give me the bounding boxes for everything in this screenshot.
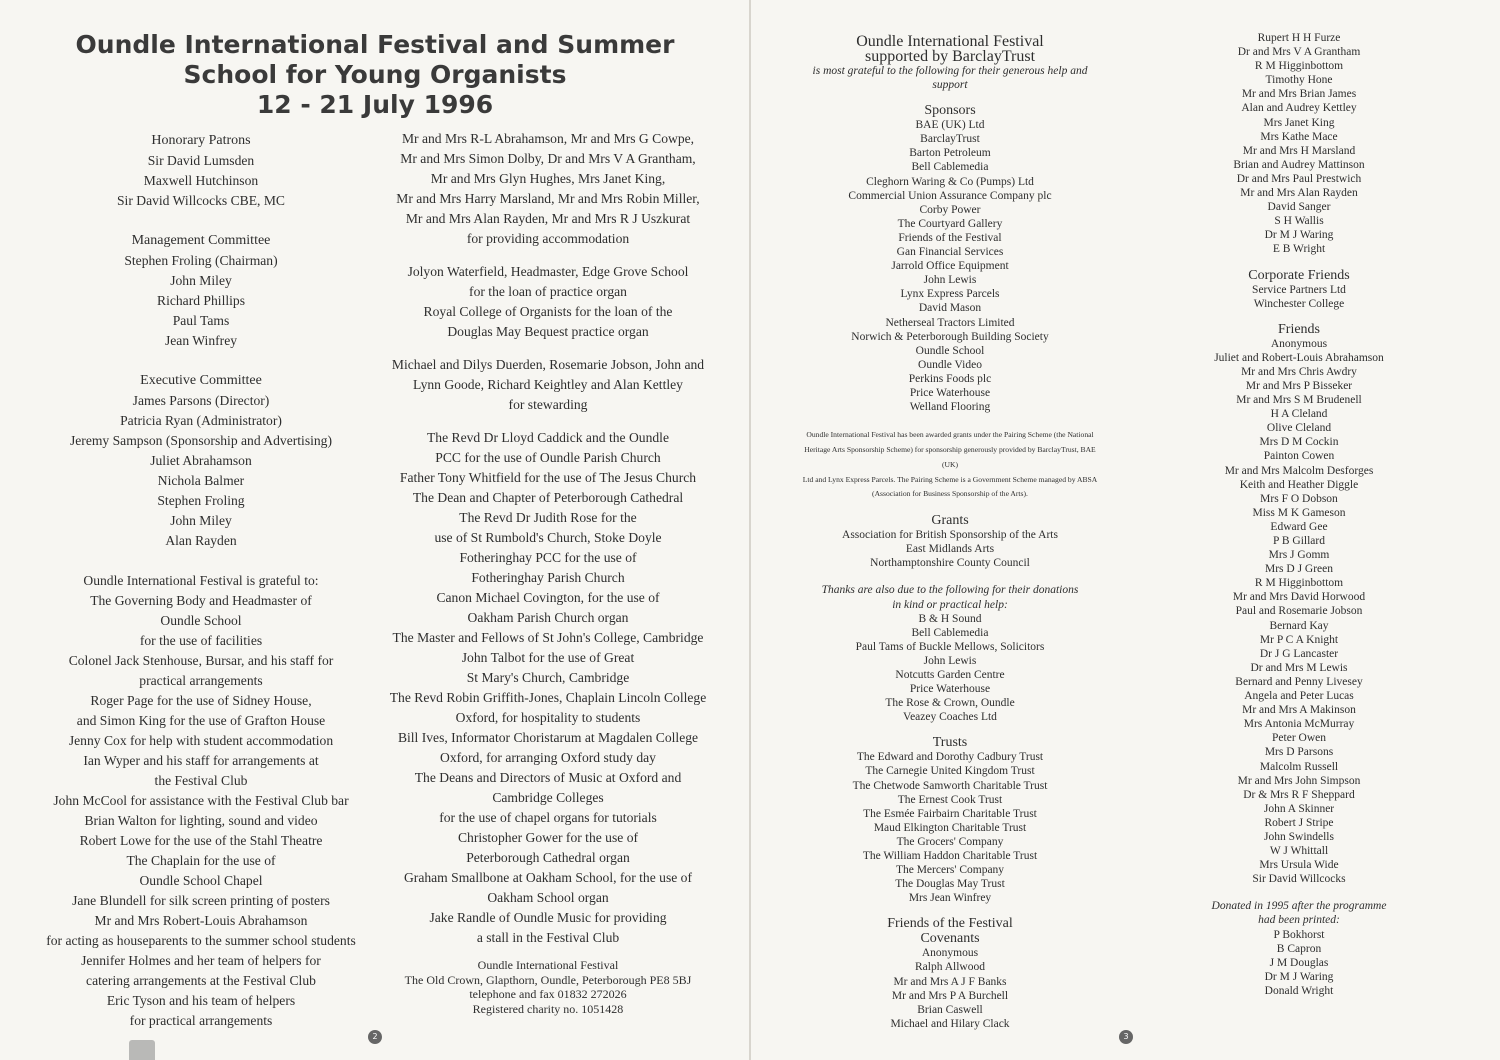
text-line: Stephen Froling (Chairman) (124, 253, 278, 268)
supporters-subtitle (791, 64, 1109, 92)
section-heading: Grants (931, 513, 969, 529)
text-line: David Mason (918, 302, 982, 315)
text-line: Mr and Mrs P A Burchell (891, 989, 1009, 1002)
text-line: Mrs D J Green (1264, 563, 1334, 576)
text-line: Christopher Gower for the use of (457, 830, 639, 845)
text-line: Mr and Mrs Chris Awdry (1241, 365, 1357, 378)
text-line: Mr and Mrs Malcolm Desforges (1224, 464, 1374, 477)
text-line: Oxford, for hospitality to students (455, 710, 641, 725)
right-column-2 (1189, 31, 1409, 998)
text-line: Mr and Mrs Glyn Hughes, Mrs Janet King, (430, 171, 666, 186)
text-line: Keith and Heather Diggle (1239, 478, 1359, 491)
section-heading: Friends (1278, 321, 1320, 337)
text-line: Dr and Mrs M Lewis (1250, 661, 1348, 674)
text-line: Sir David Lumsden (147, 153, 255, 168)
text-line: Painton Cowen (1263, 450, 1335, 463)
text-line: P B Gillard (1273, 535, 1325, 547)
festival-title (30, 30, 720, 120)
text-line: J M Douglas (1269, 956, 1329, 969)
text-line: Notcutts Garden Centre (895, 668, 1005, 681)
text-line: Heritage Arts Sponsorship Scheme) for sponsorship generously provided by BarclayTrust, BAE (UK) (804, 444, 1096, 469)
text-line: Thanks are also due to the following for their donations (821, 584, 1079, 597)
text-line: Mr and Mrs Simon Dolby, Dr and Mrs V A Grantham, (400, 151, 696, 166)
text-line: Mr and Mrs Brian James (1241, 88, 1357, 101)
text-line: Angela and Peter Lucas (1244, 690, 1354, 703)
text-line: The Dean and Chapter of Peterborough Cathedral (412, 490, 684, 505)
text-line: Mrs Ursula Wide (1259, 859, 1339, 872)
executive-committee-section (22, 371, 380, 551)
text-line: Mrs Kathe Mace (1260, 130, 1338, 143)
text-line: Mrs F O Dobson (1260, 492, 1338, 505)
stewarding-group (378, 355, 718, 415)
text-line: Mr P C A Knight (1259, 633, 1339, 646)
text-line: Mr and Mrs Alan Rayden, Mr and Mrs R J Uszkurat (405, 211, 691, 226)
text-line: Dr M J Waring (1264, 229, 1334, 242)
festival-address (378, 958, 718, 1016)
text-line: Oundle School (915, 344, 985, 357)
text-line: Robert J Stripe (1264, 816, 1334, 829)
text-line: The Revd Robin Griffith-Jones, Chaplain Lincoln College (389, 690, 707, 705)
management-committee-section (22, 231, 380, 351)
text-line: use of St Rumbold's Church, Stoke Doyle (434, 530, 662, 545)
text-line: Cleghorn Waring & Co (Pumps) Ltd (866, 175, 1034, 188)
text-line: Mr and Mrs A Makinson (1242, 704, 1356, 717)
text-line: a stall in the Festival Club (476, 930, 620, 945)
text-line: practical arrangements (139, 673, 263, 688)
text-line: for stewarding (508, 397, 588, 412)
text-line: Jenny Cox for help with student accommodation (68, 733, 334, 748)
text-line: (Association for Business Sponsorship of the Arts). (872, 489, 1028, 499)
text-line: Richard Phillips (157, 293, 245, 308)
text-line: Alan Rayden (165, 533, 237, 548)
text-line: Perkins Foods plc (908, 372, 992, 385)
friends-list (1189, 337, 1409, 887)
text-line: John A Skinner (1263, 802, 1335, 815)
text-line: Mr and Mrs A J F Banks (893, 975, 1007, 988)
text-line: David Sanger (1267, 201, 1331, 214)
text-line: Registered charity no. 1051428 (472, 1001, 624, 1016)
text-line: Anonymous (1270, 337, 1328, 350)
text-line: Jarrold Office Equipment (891, 260, 1009, 273)
text-line: Price Waterhouse (909, 386, 991, 399)
text-line: Oundle School (160, 613, 242, 628)
text-line: Mr and Mrs H Marsland (1242, 144, 1356, 157)
donations-list (791, 612, 1109, 725)
text-line: Malcolm Russell (1259, 760, 1339, 773)
text-line: B Capron (1276, 942, 1322, 955)
text-line: for providing accommodation (466, 231, 630, 246)
text-line: The Rose & Crown, Oundle (885, 697, 1015, 710)
text-line: catering arrangements at the Festival Club (86, 973, 316, 988)
text-line: Bernard and Penny Livesey (1235, 675, 1363, 688)
text-line: The Chetwode Samworth Charitable Trust (852, 779, 1048, 792)
text-line: Mr and Mrs Robert-Louis Abrahamson (94, 913, 308, 928)
covenants-continued-list (1189, 31, 1409, 257)
text-line: Eric Tyson and his team of helpers (106, 993, 296, 1008)
text-line: Miss M K Gameson (1252, 506, 1346, 519)
section-heading: Executive Committee (140, 373, 262, 388)
text-line: Paul Tams (172, 313, 230, 328)
accommodation-group (378, 129, 718, 249)
honorary-patrons-section (22, 131, 380, 211)
text-line: Juliet Abrahamson (150, 453, 252, 468)
text-line: Stephen Froling (157, 493, 245, 508)
text-line: Brian Caswell (917, 1003, 983, 1016)
text-line: John Miley (170, 513, 232, 528)
text-line: Peter Owen (1272, 732, 1326, 745)
text-line: Mr and Mrs John Simpson (1237, 774, 1361, 787)
text-line: The Master and Fellows of St John's College, Cambridge (392, 630, 704, 645)
text-line: Alan and Audrey Kettley (1241, 102, 1357, 115)
text-line: Canon Michael Covington, for the use of (436, 590, 660, 605)
sponsors-list (791, 118, 1109, 414)
text-line: Graham Smallbone at Oakham School, for the use of (403, 870, 693, 885)
text-line: The Esmée Fairbairn Charitable Trust (863, 807, 1037, 820)
text-line: for acting as houseparents to the summer school students (46, 933, 356, 948)
pairing-scheme-note (797, 428, 1103, 502)
text-line: Michael and Hilary Clack (890, 1017, 1010, 1030)
text-line: John Lewis (923, 654, 977, 667)
text-line: Norwich & Peterborough Building Society (851, 330, 1049, 343)
text-line: Patricia Ryan (Administrator) (120, 413, 282, 428)
text-line: John Lewis (923, 274, 977, 287)
grateful-section (22, 571, 380, 1031)
text-line: John McCool for assistance with the Festival Club bar (53, 793, 349, 808)
text-line: Gan Financial Services (896, 246, 1004, 259)
text-line: The Deans and Directors of Music at Oxford and (414, 770, 682, 785)
text-line: Lynx Express Parcels (900, 288, 1000, 301)
text-line: Jennifer Holmes and her team of helpers for (81, 953, 321, 968)
text-line: James Parsons (Director) (132, 393, 270, 408)
text-line: Jeremy Sampson (Sponsorship and Advertising) (69, 433, 333, 448)
text-line: Donated in 1995 after the programme (1211, 900, 1387, 913)
text-line: Jane Blundell for silk screen printing of posters (72, 893, 330, 908)
text-line: Service Partners Ltd (1252, 283, 1346, 296)
text-line: Sir David Willcocks (1252, 873, 1346, 886)
text-line: Bell Cablemedia (911, 161, 989, 174)
section-heading: Trusts (932, 735, 968, 751)
text-line: Rupert H H Furze (1257, 32, 1341, 44)
text-line: Donald Wright (1264, 984, 1334, 997)
text-line: Mrs Antonia McMurray (1243, 718, 1355, 731)
text-line: Dr M J Waring (1264, 970, 1334, 983)
text-line: H A Cleland (1270, 408, 1328, 421)
text-line: Edward Gee (1270, 520, 1328, 533)
text-line: Oxford, for arranging Oxford study day (440, 750, 656, 765)
text-line: The Courtyard Gallery (897, 217, 1003, 230)
left-column-2 (378, 129, 718, 1016)
text-line: R M Higginbottom (1254, 577, 1344, 590)
donated-list (1189, 928, 1409, 998)
covenants-list (791, 946, 1109, 1031)
text-line: Mrs D M Cockin (1259, 436, 1339, 449)
corporate-friends-list (1189, 283, 1409, 311)
text-line: 12 - 21 July 1996 (256, 90, 494, 119)
section-heading: Sponsors (924, 103, 976, 119)
text-line: Anonymous (921, 947, 979, 960)
text-line: Ltd and Lynx Express Parcels. The Pairing Scheme is a Government Scheme managed by ABSA (802, 474, 1098, 484)
text-line: for the loan of practice organ (469, 284, 627, 299)
text-line: Winchester College (1253, 297, 1345, 310)
left-page (0, 0, 749, 1060)
text-line: Oundle Video (918, 358, 982, 371)
text-line: Mr and Mrs David Horwood (1232, 591, 1366, 604)
text-line: East Midlands Arts (905, 543, 995, 556)
page-number-badge: 3 (1119, 1030, 1133, 1044)
text-line: E B Wright (1272, 243, 1326, 256)
text-line: Mrs D Parsons (1264, 746, 1334, 759)
text-line: Fotheringhay PCC for the use of (459, 550, 637, 565)
text-line: Jean Winfrey (164, 333, 238, 348)
text-line: Sir David Willcocks CBE, MC (117, 193, 285, 208)
trusts-list (791, 750, 1109, 905)
page-number-badge: 2 (368, 1030, 382, 1044)
text-line: and Simon King for the use of Grafton House (76, 713, 326, 728)
text-line: P Bokhorst (1273, 928, 1325, 941)
text-line: for practical arrangements (129, 1013, 273, 1028)
text-line: Dr & Mrs R F Sheppard (1243, 788, 1355, 801)
text-line: The Mercers' Company (895, 864, 1005, 877)
text-line: Oakham Parish Church organ (467, 610, 629, 625)
text-line: The Douglas May Trust (895, 878, 1005, 891)
text-line: PCC for the use of Oundle Parish Church (435, 450, 661, 465)
left-column-1 (22, 131, 380, 1031)
text-line: The Governing Body and Headmaster of (90, 593, 312, 608)
section-heading: Corporate Friends (1248, 267, 1350, 283)
text-line: John Miley (170, 273, 232, 288)
text-line: Price Waterhouse (909, 683, 991, 696)
text-line: Mr and Mrs S M Brudenell (1236, 394, 1362, 407)
text-line: The Carnegie United Kingdom Trust (865, 765, 1035, 778)
supporters-title (791, 34, 1109, 64)
text-line: Association for British Sponsorship of the Arts (842, 529, 1058, 542)
text-line: Brian Walton for lighting, sound and video (84, 813, 318, 828)
text-line: Dr and Mrs Paul Prestwich (1236, 172, 1362, 185)
text-line: Lynn Goode, Richard Keightley and Alan Kettley (413, 377, 683, 392)
text-line: School for Young Organists (183, 60, 567, 89)
text-line: Netherseal Tractors Limited (885, 316, 1015, 329)
text-line: Oundle International Festival is grateful to: (83, 573, 319, 588)
text-line: W J Whittall (1269, 845, 1329, 858)
donations-heading (791, 583, 1109, 611)
text-line: Peterborough Cathedral organ (466, 850, 630, 865)
text-line: S H Wallis (1274, 215, 1324, 228)
text-line: BAE (UK) Ltd (915, 119, 985, 132)
text-line: Jake Randle of Oundle Music for providing (429, 910, 667, 925)
right-page (751, 0, 1500, 1060)
text-line: in kind or practical help: (892, 598, 1008, 611)
donated-heading (1189, 899, 1409, 927)
text-line: The Ernest Cook Trust (897, 793, 1003, 806)
text-line: Paul and Rosemarie Jobson (1235, 605, 1363, 618)
text-line: Michael and Dilys Duerden, Rosemarie Jobson, John and (391, 357, 705, 372)
text-line: B & H Sound (918, 612, 982, 625)
right-column-1 (791, 34, 1109, 1031)
text-line: the Festival Club (154, 773, 248, 788)
text-line: St Mary's Church, Cambridge (466, 670, 630, 685)
text-line: Oundle International Festival (856, 33, 1044, 50)
text-line: for the use of facilities (139, 633, 263, 648)
text-line: Welland Flooring (909, 401, 991, 414)
text-line: BarclayTrust (920, 133, 980, 146)
text-line: Father Tony Whitfield for the use of The Jesus Church (399, 470, 697, 485)
text-line: Ian Wyper and his staff for arrangements at (83, 753, 319, 768)
text-line: Olive Cleland (1266, 422, 1332, 435)
text-line: Mr and Mrs R-L Abrahamson, Mr and Mrs G Cowpe, (401, 131, 695, 146)
section-heading: Honorary Patrons (151, 133, 251, 148)
text-line: Commercial Union Assurance Company plc (848, 189, 1052, 202)
text-line: Maud Elkington Charitable Trust (873, 821, 1027, 834)
text-line: Oundle School Chapel (139, 873, 263, 888)
venues-group (378, 428, 718, 948)
text-line: Mr and Mrs P Bisseker (1245, 379, 1353, 392)
text-line: The Revd Dr Lloyd Caddick and the Oundle (427, 430, 669, 445)
text-line: Oakham School organ (487, 890, 609, 905)
text-line: Brian and Audrey Mattinson (1233, 158, 1365, 171)
text-line: The Chaplain for the use of (126, 853, 276, 868)
binding-tab (129, 1040, 155, 1060)
text-line: Bell Cablemedia (911, 626, 989, 639)
text-line: Mrs Jean Winfrey (908, 892, 992, 905)
text-line: is most grateful to the following for their generous help and (812, 65, 1088, 77)
text-line: Juliet and Robert-Louis Abrahamson (1214, 351, 1384, 364)
text-line: Oundle International Festival and Summer (75, 30, 675, 59)
text-line: Royal College of Organists for the loan of the (423, 304, 673, 319)
text-line: had been printed: (1258, 914, 1340, 927)
text-line: Barton Petroleum (909, 147, 991, 160)
text-line: Mr and Mrs Alan Rayden (1240, 187, 1358, 200)
covenants-heading (791, 916, 1109, 946)
text-line: for the use of chapel organs for tutorials (439, 810, 657, 825)
text-line: John Swindells (1264, 830, 1334, 843)
text-line: Roger Page for the use of Sidney House, (90, 693, 312, 708)
text-line: Cambridge Colleges (492, 790, 604, 805)
text-line: The Old Crown, Glapthorn, Oundle, Peterborough PE8 5BJ (404, 972, 692, 987)
text-line: Oundle International Festival (477, 958, 619, 972)
text-line: Robert Lowe for the use of the Stahl Theatre (79, 833, 323, 848)
text-line: Veazey Coaches Ltd (903, 711, 997, 724)
grants-list (791, 528, 1109, 570)
text-line: Douglas May Bequest practice organ (447, 324, 649, 339)
text-line: Bill Ives, Informator Choristarum at Magdalen College (397, 730, 699, 745)
text-line: telephone and fax 01832 272026 (469, 987, 627, 1001)
text-line: Nichola Balmer (157, 473, 245, 488)
text-line: Timothy Hone (1265, 74, 1333, 87)
text-line: Covenants (920, 931, 980, 947)
organ-loan-group (378, 262, 718, 342)
text-line: supported by BarclayTrust (864, 48, 1036, 65)
text-line: R M Higginbottom (1254, 60, 1344, 73)
text-line: Corby Power (919, 203, 981, 216)
text-line: Dr J G Lancaster (1259, 647, 1339, 660)
text-line: Colonel Jack Stenhouse, Bursar, and his staff for (68, 653, 334, 668)
text-line: Fotheringhay Parish Church (471, 570, 625, 585)
text-line: The Grocers' Company (896, 835, 1004, 848)
text-line: John Talbot for the use of Great (461, 650, 635, 665)
text-line: support (932, 79, 968, 92)
text-line: Mr and Mrs Harry Marsland, Mr and Mrs Robin Miller, (396, 191, 700, 206)
text-line: Oundle International Festival has been awarded grants under the Pairing Scheme (the National (806, 430, 1094, 440)
text-line: The Revd Dr Judith Rose for the (459, 510, 637, 525)
text-line: Mrs J Gomm (1268, 549, 1330, 562)
section-heading: Management Committee (131, 233, 271, 248)
text-line: Bernard Kay (1269, 619, 1329, 632)
text-line: Mrs Janet King (1263, 116, 1335, 129)
text-line: Paul Tams of Buckle Mellows, Solicitors (855, 640, 1045, 653)
text-line: Ralph Allwood (915, 961, 985, 974)
text-line: Dr and Mrs V A Grantham (1237, 46, 1361, 59)
text-line: Northamptonshire County Council (870, 557, 1030, 570)
text-line: Maxwell Hutchinson (143, 173, 259, 188)
text-line: The Edward and Dorothy Cadbury Trust (856, 751, 1044, 764)
text-line: Jolyon Waterfield, Headmaster, Edge Grove School (407, 264, 689, 279)
text-line: Friends of the Festival (887, 916, 1013, 932)
text-line: The William Haddon Charitable Trust (862, 850, 1038, 863)
text-line: Friends of the Festival (898, 231, 1002, 244)
